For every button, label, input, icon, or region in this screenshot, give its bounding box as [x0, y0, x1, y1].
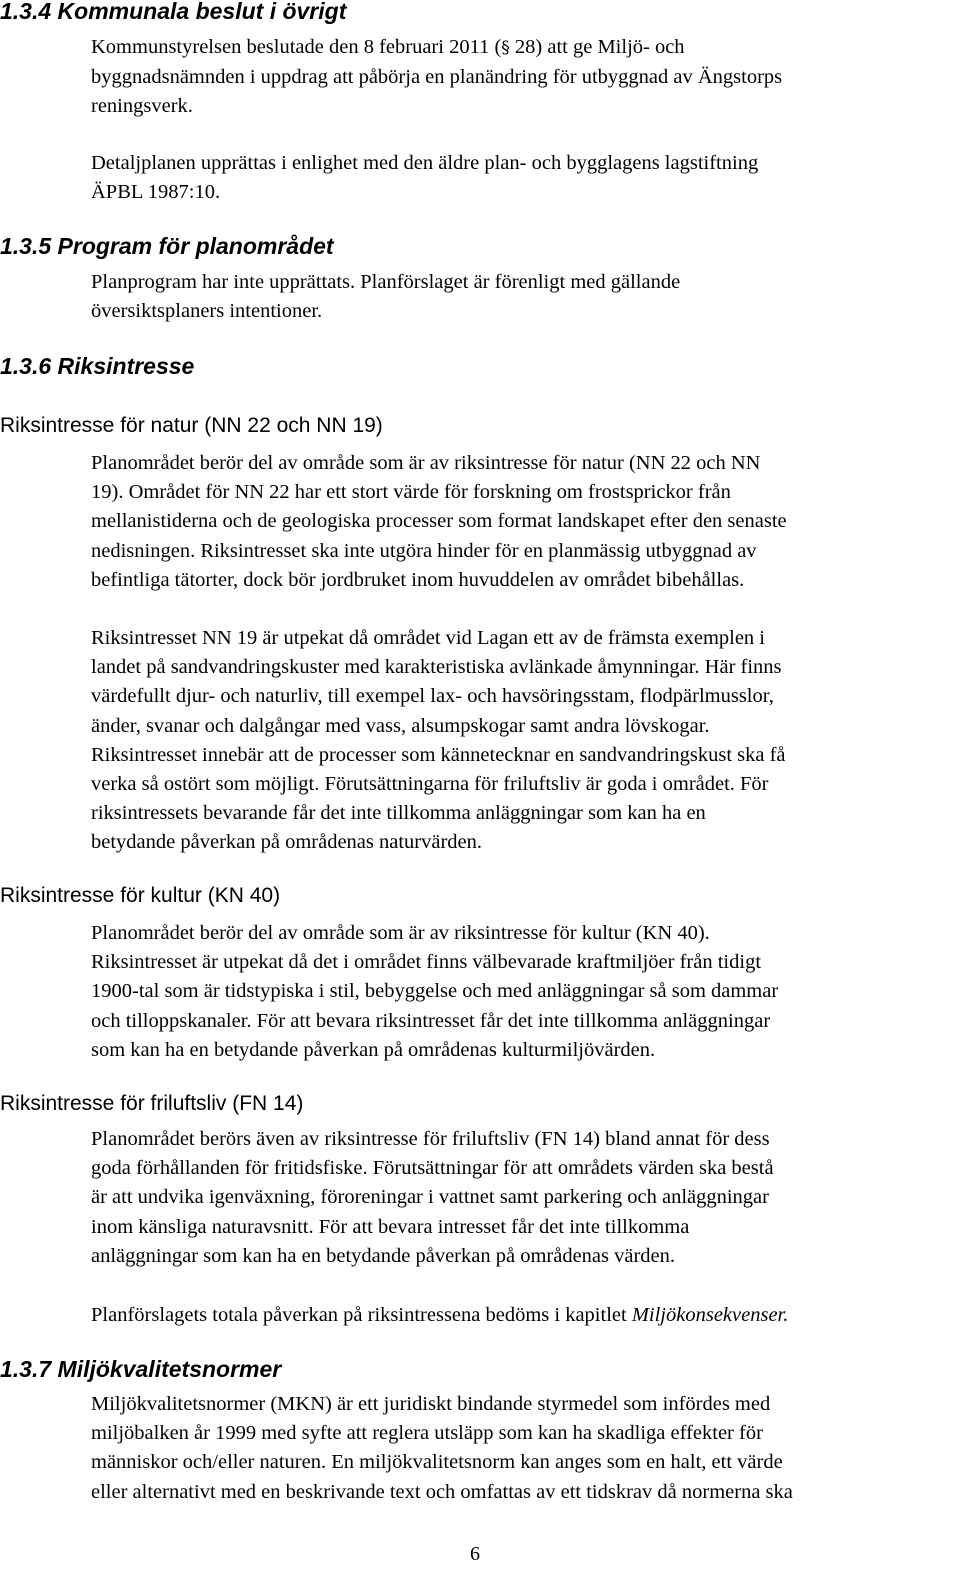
text-line: Riksintresset NN 19 är utpekat då området vid Lagan ett av de främsta exemplen i — [91, 627, 766, 649]
text-line: goda förhållanden för fritidsfiske. Förutsättningar för att områdets värden ska bestå — [91, 1157, 774, 1180]
subheading-friluftsliv: Riksintresse för friluftsliv (FN 14) — [0, 1092, 304, 1115]
paragraph-natur-2 — [91, 624, 957, 858]
text-line: Detaljplanen upprättas i enlighet med den äldre plan- och bygglagens lagstiftning — [91, 152, 759, 174]
text-line: mellanistiderna och de geologiska processer som format landskapet efter den senaste — [91, 510, 787, 533]
text-line: Planområdet berörs även av riksintresse för friluftsliv (FN 14) bland annat för dess — [91, 1128, 770, 1150]
text-line: människor och/eller naturen. En miljökvalitetsnorm kan anges som en halt, ett värde — [91, 1451, 783, 1474]
text-run: Kommunstyrelsen beslutade den 8 februari 2011 ( — [91, 36, 502, 58]
subheading-kultur: Riksintresse för kultur (KN 40) — [0, 884, 281, 907]
text-line: översiktsplaners intentioner. — [91, 300, 323, 323]
text-line: miljöbalken år 1999 med syfte att reglera utsläpp som kan ha skadliga effekter för — [91, 1422, 763, 1445]
paragraph-total-paverkan — [91, 1301, 957, 1330]
text-line: Planprogram har inte upprättats. Planförslaget är förenligt med gällande — [91, 271, 681, 293]
text-line: är att undvika igenväxning, föroreningar i vattnet samt parkering och anläggningar — [91, 1186, 769, 1209]
page-number: 6 — [470, 1543, 480, 1565]
text-line: Riksintresset är utpekat då det i området finns välbevarade kraftmiljöer från tidigt — [91, 951, 762, 974]
text-run: Planförslagets totala påverkan på riksintressena bedöms i kapitlet — [91, 1304, 632, 1326]
text-line: Riksintresset innebär att de processer som kännetecknar en sandvandringskust ska få — [91, 743, 786, 766]
text-line: och tilloppskanaler. För att bevara riksintresset får det inte tillkomma anläggningar — [91, 1009, 771, 1032]
text-line: betydande påverkan på områdenas naturvärden. — [91, 831, 483, 854]
text-line: byggnadsnämnden i uppdrag att påbörja en planändring för utbyggnad av Ängstorps — [91, 66, 783, 89]
section-heading-1-3-7: 1.3.7 Miljökvalitetsnormer — [0, 1356, 282, 1382]
paragraph-friluftsliv — [91, 1125, 957, 1271]
text-line: 19). Området för NN 22 har ett stort värde för forskning om frostsprickor från — [91, 481, 731, 504]
text-line: inom känsliga naturavsnitt. För att bevara intresset får det inte tillkomma — [91, 1215, 690, 1238]
paragraph-planprogram — [91, 268, 957, 326]
text-run: 28) att ge Miljö- och — [509, 36, 685, 58]
paragraph-kultur — [91, 919, 957, 1065]
section-heading-1-3-6: 1.3.6 Riksintresse — [0, 353, 195, 379]
paragraph-miljokvalitetsnormer — [91, 1390, 957, 1507]
text-line: som kan ha en betydande påverkan på områdenas kulturmiljövärden. — [91, 1038, 656, 1061]
text-line: landet på sandvandringskuster med karakteristiska avlänkade åmynningar. Här finns — [91, 656, 782, 679]
text-line: nedisningen. Riksintresset ska inte utgöra hinder för en planmässig utbyggnad av — [91, 539, 757, 562]
paragraph-natur-1 — [91, 449, 957, 595]
text-line: Planområdet berör del av område som är av riksintresse för kultur (KN 40). — [91, 922, 710, 944]
chapter-reference: Miljökonsekvenser. — [631, 1304, 789, 1326]
text-line: verka så ostört som möjligt. Förutsättningarna för friluftsliv är goda i området. För — [91, 773, 769, 796]
text-line: riksintressets bevarande får det inte tillkomma anläggningar som kan ha en — [91, 802, 706, 825]
text-line: änder, svanar och dalgångar med vass, alsumpskogar samt andra lövskogar. — [91, 714, 710, 737]
paragraph-kommunala-beslut — [91, 33, 957, 122]
paragraph-detaljplan — [91, 149, 957, 207]
text-line: ÄPBL 1987:10. — [91, 181, 221, 204]
section-heading-1-3-5: 1.3.5 Program för planområdet — [0, 233, 334, 259]
text-line: befintliga tätorter, dock bör jordbruket inom huvuddelen av området bibehållas. — [91, 568, 745, 591]
text-line: 1900-tal som är tidstypiska i stil, bebyggelse och med anläggningar så som dammar — [91, 980, 779, 1003]
text-line: Miljökvalitetsnormer (MKN) är ett juridiskt bindande styrmedel som infördes med — [91, 1393, 771, 1415]
text-line: reningsverk. — [91, 95, 193, 118]
text-line: eller alternativt med en beskrivande text och omfattas av ett tidskrav då normerna ska — [91, 1480, 793, 1503]
text-line: värdefullt djur- och naturliv, till exempel lax- och havsöringsstam, flodpärlmusslor, — [91, 685, 774, 708]
section-heading-1-3-4: 1.3.4 Kommunala beslut i övrigt — [0, 0, 347, 24]
text-line: Planområdet berör del av område som är av riksintresse för natur (NN 22 och NN — [91, 452, 761, 474]
subheading-natur: Riksintresse för natur (NN 22 och NN 19) — [0, 414, 383, 437]
text-line: anläggningar som kan ha en betydande påverkan på områdenas värden. — [91, 1244, 676, 1267]
paragraph-sign: § — [501, 38, 510, 58]
